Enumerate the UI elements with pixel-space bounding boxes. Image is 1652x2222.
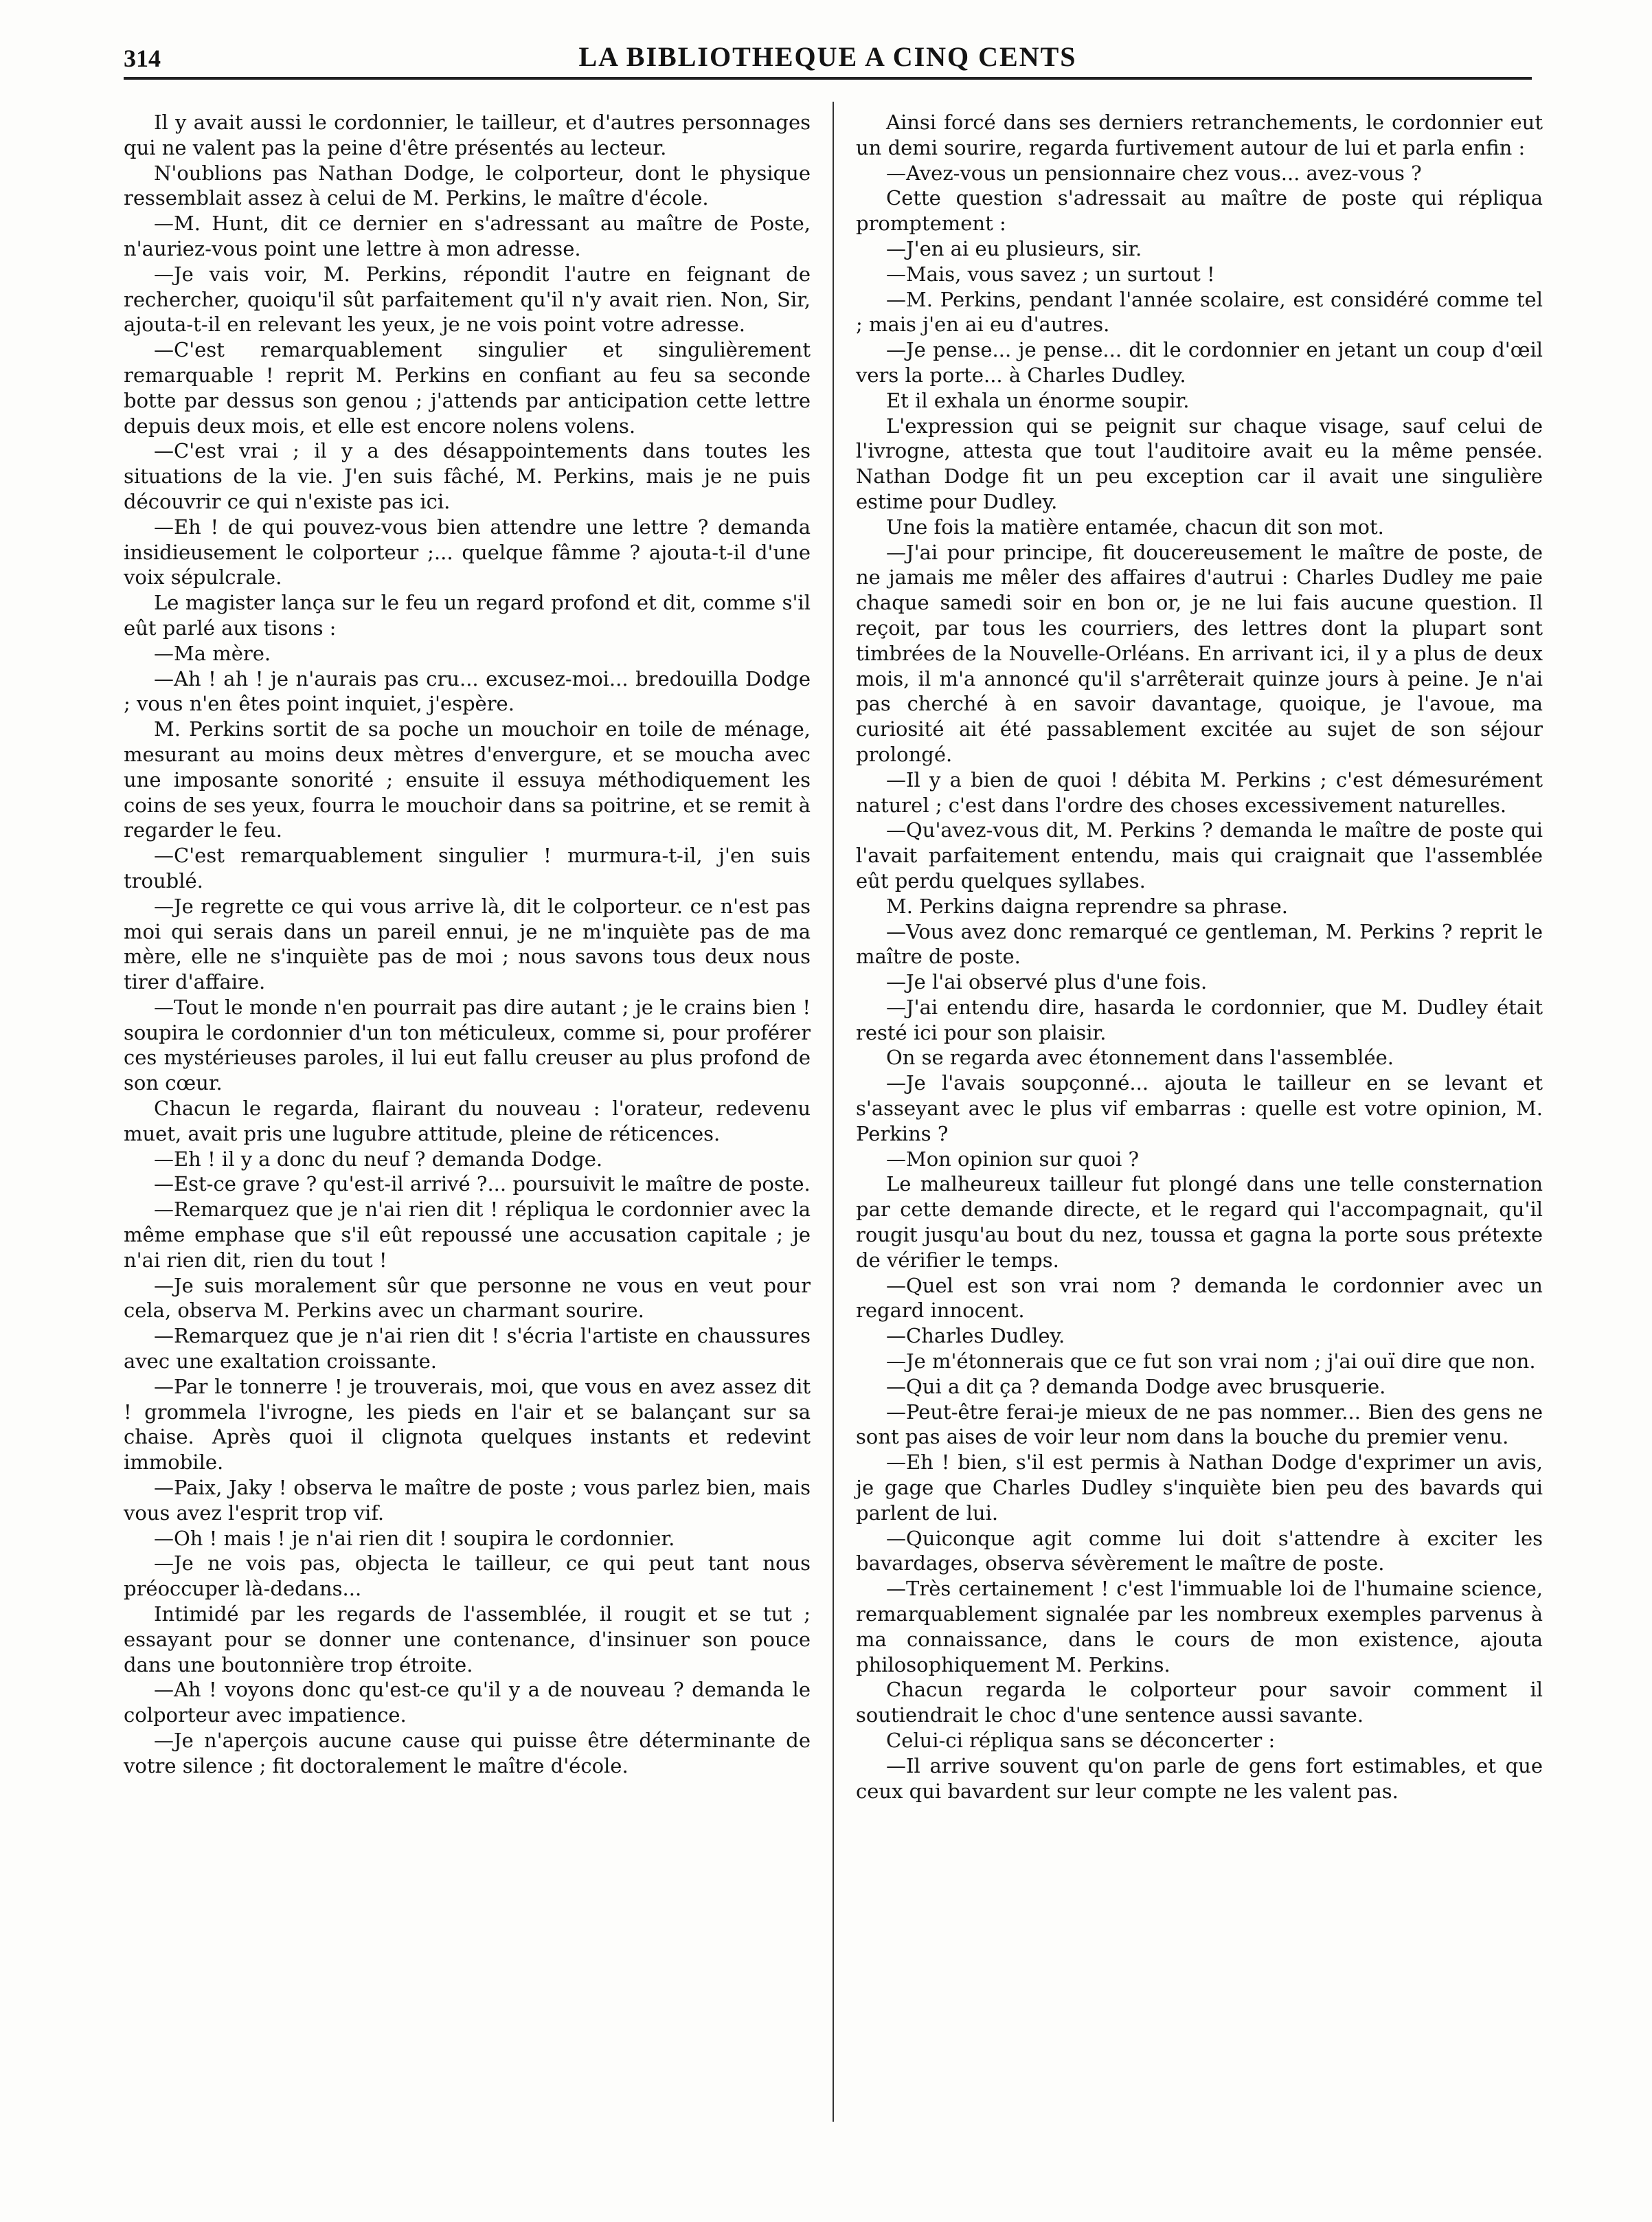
paragraph: —Je l'avais soupçonné... ajouta le tailleur en se levant et s'asseyant avec le plus vif embarras : quelle est votre opinion, M. Perkins ? <box>856 1071 1543 1145</box>
paragraph: —Je vais voir, M. Perkins, répondit l'autre en feignant de rechercher, quoiqu'il sût parfaitement qu'il n'y avait rien. Non, Sir, ajouta-t-il en relevant les yeux, je ne vois point votre adresse. <box>124 262 811 337</box>
paragraph: Cette question s'adressait au maître de poste qui répliqua promptement : <box>856 186 1543 236</box>
paragraph: —Eh ! de qui pouvez-vous bien attendre une lettre ? demanda insidieusement le colporteur ;... quelque fâmme ? ajouta-t-il d'une voix sépulcrale. <box>124 515 811 590</box>
paragraph: —Je l'ai observé plus d'une fois. <box>886 970 1208 994</box>
paragraph: —Qu'avez-vous dit, M. Perkins ? demanda le maître de poste qui l'avait parfaitement entendu, mais qui craignait que l'assemblée eût perdu quelques syllabes. <box>856 818 1543 893</box>
paragraph: —Tout le monde n'en pourrait pas dire autant ; je le crains bien ! soupira le cordonnier d'un ton méticuleux, comme si, pour proférer ces mystérieuses paroles, il lui eut fallu creuser au plus profond de son cœur. <box>124 995 811 1095</box>
paragraph: —Je regrette ce qui vous arrive là, dit le colporteur. ce n'est pas moi qui serais dans un pareil ennui, je ne m'inquiète pas de ma mère, elle ne s'inquiète pas de moi ; nous savons tous deux nous tirer d'affaire. <box>124 894 811 994</box>
paragraph: —Qui a dit ça ? demanda Dodge avec brusquerie. <box>886 1374 1386 1398</box>
paragraph: —Peut-être ferai-je mieux de ne pas nommer... Bien des gens ne sont pas aises de voir leur nom dans la bouche du premier venu. <box>856 1400 1543 1449</box>
paragraph: —Eh ! bien, s'il est permis à Nathan Dodge d'exprimer un avis, je gage que Charles Dudley s'inquiète bien peu des bavards qui parlent de lui. <box>856 1450 1543 1525</box>
paragraph: —Je pense... je pense... dit le cordonnier en jetant un coup d'œil vers la porte... à Charles Dudley. <box>856 338 1543 387</box>
paragraph: —Je n'aperçois aucune cause qui puisse être déterminante de votre silence ; fit doctoralement le maître d'école. <box>124 1729 811 1777</box>
paragraph: —Ah ! ah ! je n'aurais pas cru... excusez-moi... bredouilla Dodge ; vous n'en êtes point inquiet, j'espère. <box>124 666 811 716</box>
paragraph: —Je ne vois pas, objecta le tailleur, ce qui peut tant nous préoccuper là-dedans... <box>124 1551 811 1601</box>
paragraph: —Mon opinion sur quoi ? <box>886 1147 1140 1171</box>
paragraph: —Par le tonnerre ! je trouverais, moi, que vous en avez assez dit ! grommela l'ivrogne, les pieds en l'air et se balançant sur sa chaise. Après quoi il clignota quelques instants et redevint immobile. <box>124 1374 811 1474</box>
paragraph: Une fois la matière entamée, chacun dit son mot. <box>886 515 1384 539</box>
paragraph: Le malheureux tailleur fut plongé dans une telle consternation par cette demande directe, et le regard qui l'accompagnait, qu'il rougit jusqu'au bout du nez, toussa et gagna la porte sous prétexte de vérifier le temps. <box>856 1172 1543 1272</box>
paragraph: Le magister lança sur le feu un regard profond et dit, comme s'il eût parlé aux tisons : <box>124 591 811 640</box>
paragraph: Il y avait aussi le cordonnier, le tailleur, et d'autres personnages qui ne valent pas la peine d'être présentés au lecteur. <box>124 111 811 159</box>
paragraph: —Il arrive souvent qu'on parle de gens fort estimables, et que ceux qui bavardent sur leur compte ne les valent pas. <box>856 1753 1543 1803</box>
paragraph: L'expression qui se peignit sur chaque visage, sauf celui de l'ivrogne, attesta que tout l'auditoire avait eu la même pensée. Nathan Dodge fit un peu exception car il avait une singulière estime pour Dudley. <box>856 414 1543 513</box>
paragraph: —C'est vrai ; il y a des désappointements dans toutes les situations de la vie. J'en suis fâché, M. Perkins, mais je ne puis découvrir ce qui n'existe pas ici. <box>124 439 811 513</box>
paragraph: —M. Hunt, dit ce dernier en s'adressant au maître de Poste, n'auriez-vous point une lettre à mon adresse. <box>124 212 811 260</box>
paragraph: —Ma mère. <box>154 641 271 665</box>
paragraph: Celui-ci répliqua sans se déconcerter : <box>886 1729 1276 1752</box>
paragraph: —Quel est son vrai nom ? demanda le cordonnier avec un regard innocent. <box>856 1273 1543 1323</box>
paragraph: —Charles Dudley. <box>886 1324 1065 1348</box>
paragraph: —Vous avez donc remarqué ce gentleman, M. Perkins ? reprit le maître de poste. <box>856 919 1543 969</box>
paragraph: —Est-ce grave ? qu'est-il arrivé ?... poursuivit le maître de poste. <box>154 1172 811 1196</box>
paragraph: —Remarquez que je n'ai rien dit ! répliqua le cordonnier avec la même emphase que s'il eût repoussé une accusation capitale ; je n'ai rien dit, rien du tout ! <box>124 1198 811 1272</box>
paragraph: —Remarquez que je n'ai rien dit ! s'écria l'artiste en chaussures avec une exaltation croissante. <box>124 1324 811 1373</box>
paragraph: Chacun le regarda, flairant du nouveau : l'orateur, redevenu muet, avait pris une lugubre attitude, pleine de réticences. <box>124 1097 811 1145</box>
paragraph: —C'est remarquablement singulier et singulièrement remarquable ! reprit M. Perkins en confiant au feu sa seconde botte par dessus son genou ; j'attends par anticipation cette lettre depuis deux mois, et elle est encore nolens volens. <box>124 338 811 438</box>
paragraph: —J'ai entendu dire, hasarda le cordonnier, que M. Dudley était resté ici pour son plaisir. <box>856 995 1543 1044</box>
paragraph: —Oh ! mais ! je n'ai rien dit ! soupira le cordonnier. <box>154 1526 675 1550</box>
paragraph: —Quiconque agit comme lui doit s'attendre à exciter les bavardages, observa sévèrement le maître de poste. <box>856 1526 1543 1575</box>
paragraph: Et il exhala un énorme soupir. <box>886 388 1190 412</box>
right-text-column <box>856 110 1543 1804</box>
paragraph: —J'ai pour principe, fit doucereusement le maître de poste, de ne jamais me mêler des affaires d'autrui : Charles Dudley me paie chaque samedi soir en bon or, je ne lui fais aucune question. Il reçoit, par tous les courriers, des lettres dont la plupart sont timbrées de la Nouvelle-Orléans. En arrivant ici, il y a plus de deux mois, il m'a annoncé qu'il s'arrêterait quinze jours à peine. Je n'ai pas cherché à en savoir davantage, quoique, je l'avoue, ma curiosité ait été passablement excitée au sujet de son séjour prolongé. <box>856 540 1543 766</box>
paragraph: M. Perkins daigna reprendre sa phrase. <box>886 894 1289 918</box>
paragraph: —Il y a bien de quoi ! débita M. Perkins ; c'est démesurément naturel ; c'est dans l'ordre des choses excessivement naturelles. <box>856 767 1543 817</box>
page-header <box>124 41 1532 80</box>
paragraph: —Ah ! voyons donc qu'est-ce qu'il y a de nouveau ? demanda le colporteur avec impatience. <box>124 1678 811 1727</box>
paragraph: N'oublions pas Nathan Dodge, le colporteur, dont le physique ressemblait assez à celui de M. Perkins, le maître d'école. <box>124 161 811 210</box>
paragraph: Ainsi forcé dans ses derniers retranchements, le cordonnier eut un demi sourire, regarda furtivement autour de lui et parla enfin : <box>856 111 1543 159</box>
running-title: LA BIBLIOTHEQUE A CINQ CENTS <box>578 41 1077 72</box>
paragraph: —Mais, vous savez ; un surtout ! <box>886 262 1215 286</box>
paragraph: —Je suis moralement sûr que personne ne vous en veut pour cela, observa M. Perkins avec un charmant sourire. <box>124 1273 811 1323</box>
paragraph: M. Perkins sortit de sa poche un mouchoir en toile de ménage, mesurant au moins deux mètres d'envergure, et se moucha avec une imposante sonorité ; ensuite il essuya méthodiquement les coins de ses yeux, fourra le mouchoir dans sa poitrine, et se remit à regarder le feu. <box>124 717 811 842</box>
paragraph: —J'en ai eu plusieurs, sir. <box>886 236 1142 260</box>
paragraph: —Paix, Jaky ! observa le maître de poste ; vous parlez bien, mais vous avez l'esprit trop vif. <box>124 1476 811 1525</box>
left-text-column <box>124 110 811 1779</box>
paragraph: Intimidé par les regards de l'assemblée, il rougit et se tut ; essayant pour se donner une contenance, d'insinuer son pouce dans une boutonnière trop étroite. <box>124 1602 811 1676</box>
paragraph: —Très certainement ! c'est l'immuable loi de l'humaine science, remarquablement signalée par les nombreux exemples parvenus à ma connaissance, dans le cours de mon existence, ajouta philosophiquement M. Perkins. <box>856 1577 1543 1676</box>
paragraph: —M. Perkins, pendant l'année scolaire, est considéré comme tel ; mais j'en ai eu d'autres. <box>856 287 1543 337</box>
paragraph: —Je m'étonnerais que ce fut son vrai nom ; j'ai ouï dire que non. <box>886 1349 1536 1373</box>
paragraph: Chacun regarda le colporteur pour savoir comment il soutiendrait le choc d'une sentence aussi savante. <box>856 1678 1543 1727</box>
paragraph: —Avez-vous un pensionnaire chez vous... avez-vous ? <box>886 161 1422 185</box>
paragraph: —Eh ! il y a donc du neuf ? demanda Dodge. <box>154 1147 603 1171</box>
column-divider <box>833 102 834 2122</box>
paragraph: On se regarda avec étonnement dans l'assemblée. <box>886 1046 1394 1070</box>
page-number: 314 <box>124 45 161 72</box>
paragraph: —C'est remarquablement singulier ! murmura-t-il, j'en suis troublé. <box>124 844 811 893</box>
